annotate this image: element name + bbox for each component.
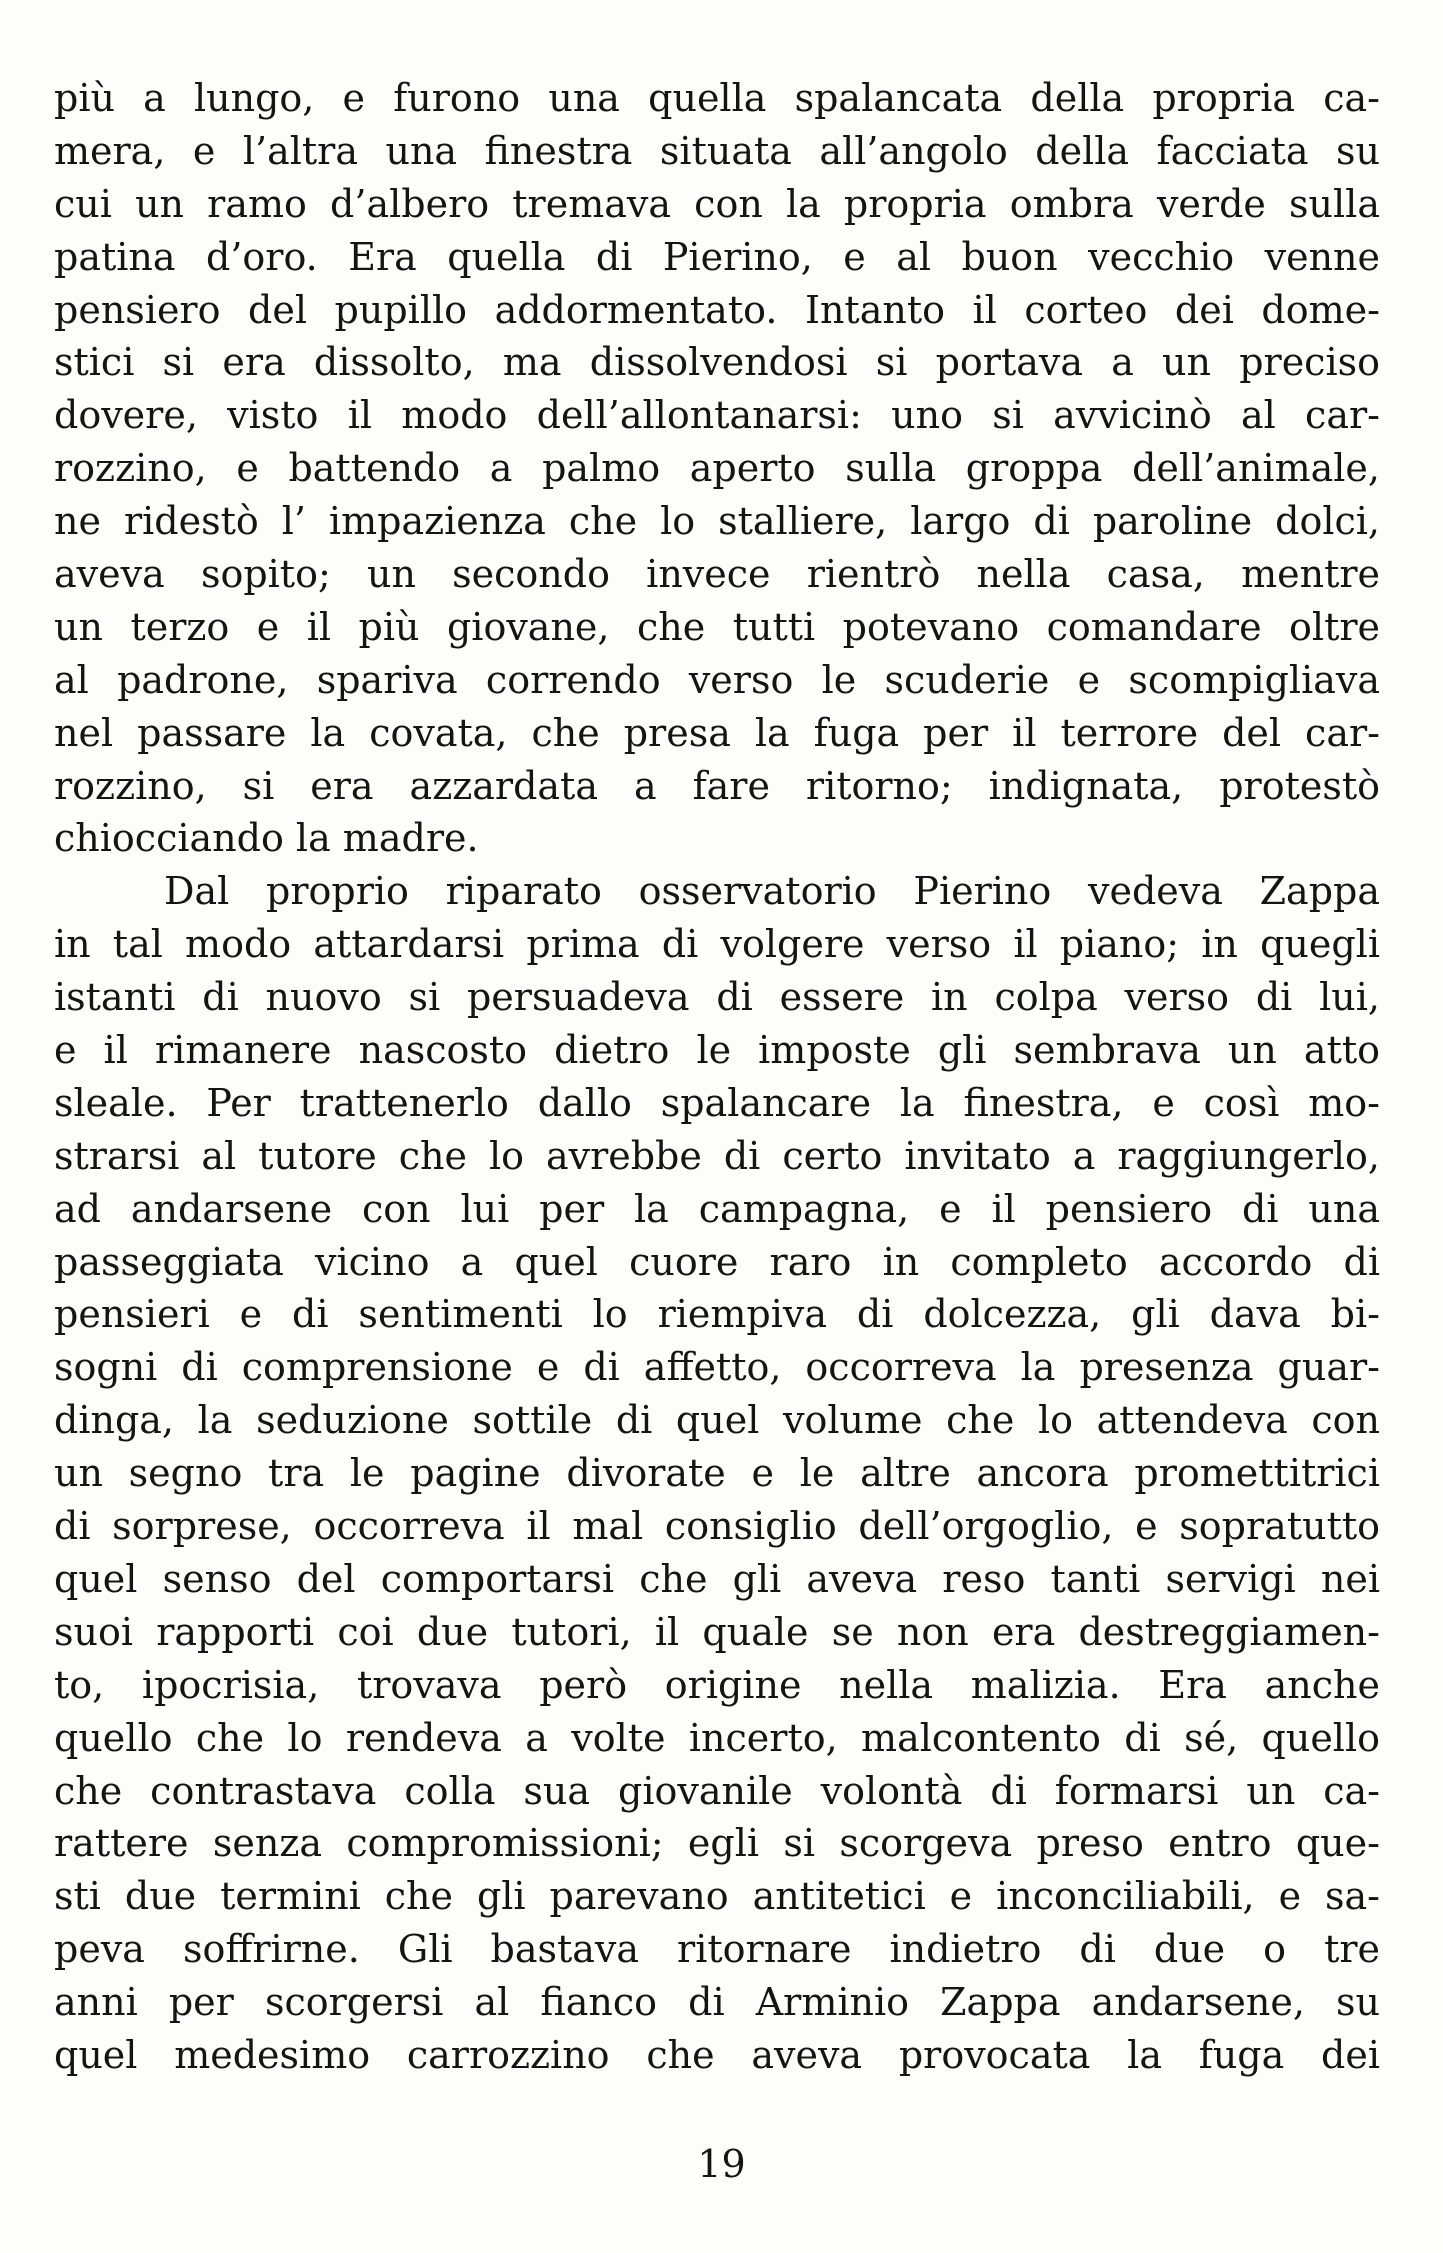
text-line: al padrone, spariva correndo verso le scuderie e scompigliava bbox=[54, 657, 1380, 702]
text-line: to, ipocrisia, trovava però origine nella malizia. Era anche bbox=[54, 1662, 1380, 1707]
text-line: sti due termini che gli parevano antitetici e inconciliabili, e sa- bbox=[54, 1874, 1380, 1919]
text-line: un terzo e il più giovane, che tutti potevano comandare oltre bbox=[54, 604, 1380, 649]
body-text bbox=[54, 72, 1380, 2082]
text-line: Dal proprio riparato osservatorio Pierino vedeva Zappa bbox=[164, 869, 1380, 914]
text-line: che contrastava colla sua giovanile volontà di formarsi un ca- bbox=[54, 1768, 1380, 1813]
text-line: quel senso del comportarsi che gli aveva reso tanti servigi nei bbox=[54, 1556, 1380, 1601]
text-line: suoi rapporti coi due tutori, il quale se non era destreggiamen- bbox=[54, 1609, 1380, 1654]
text-line: quello che lo rendeva a volte incerto, malcontento di sé, quello bbox=[54, 1715, 1380, 1760]
text-line: istanti di nuovo si persuadeva di essere in colpa verso di lui, bbox=[54, 975, 1380, 1020]
paragraph-2 bbox=[54, 865, 1380, 2081]
text-line: mera, e l’altra una finestra situata all’angolo della facciata su bbox=[54, 128, 1380, 173]
text-line: passeggiata vicino a quel cuore raro in completo accordo di bbox=[54, 1239, 1380, 1284]
text-line: un segno tra le pagine divorate e le altre ancora promettitrici bbox=[54, 1451, 1380, 1496]
text-line: ne ridestò l’ impazienza che lo stalliere, largo di paroline dolci, bbox=[54, 499, 1380, 544]
text-line: strarsi al tutore che lo avrebbe di certo invitato a raggiungerlo, bbox=[54, 1133, 1380, 1178]
text-line: sleale. Per trattenerlo dallo spalancare la finestra, e così mo- bbox=[54, 1080, 1380, 1125]
text-line: cui un ramo d’albero tremava con la propria ombra verde sulla bbox=[54, 181, 1380, 226]
text-line: pensiero del pupillo addormentato. Intanto il corteo dei dome- bbox=[54, 287, 1380, 332]
text-line: nel passare la covata, che presa la fuga per il terrore del car- bbox=[54, 710, 1380, 755]
text-line: rozzino, e battendo a palmo aperto sulla groppa dell’animale, bbox=[54, 446, 1380, 491]
text-line: ad andarsene con lui per la campagna, e il pensiero di una bbox=[54, 1186, 1380, 1231]
text-line: in tal modo attardarsi prima di volgere verso il piano; in quegli bbox=[54, 922, 1380, 967]
text-line: patina d’oro. Era quella di Pierino, e al buon vecchio venne bbox=[54, 234, 1380, 279]
text-line: stici si era dissolto, ma dissolvendosi si portava a un preciso bbox=[54, 340, 1380, 385]
text-line: peva soffrirne. Gli bastava ritornare indietro di due o tre bbox=[54, 1927, 1380, 1972]
text-line: anni per scorgersi al fianco di Arminio Zappa andarsene, su bbox=[54, 1980, 1380, 2025]
paragraph-1 bbox=[54, 72, 1380, 865]
text-line: rattere senza compromissioni; egli si scorgeva preso entro que- bbox=[54, 1821, 1380, 1866]
text-line: quel medesimo carrozzino che aveva provocata la fuga dei bbox=[54, 2032, 1380, 2077]
text-line: di sorprese, occorreva il mal consiglio dell’orgoglio, e sopratutto bbox=[54, 1504, 1380, 1549]
text-line: e il rimanere nascosto dietro le imposte gli sembrava un atto bbox=[54, 1028, 1380, 1073]
text-line: dinga, la seduzione sottile di quel volume che lo attendeva con bbox=[54, 1398, 1380, 1443]
text-line: dovere, visto il modo dell’allontanarsi: uno si avvicinò al car- bbox=[54, 393, 1380, 438]
text-line: sogni di comprensione e di affetto, occorreva la presenza guar- bbox=[54, 1345, 1380, 1390]
text-line: rozzino, si era azzardata a fare ritorno; indignata, protestò bbox=[54, 763, 1380, 808]
page-number: 19 bbox=[697, 2142, 746, 2186]
text-line: più a lungo, e furono una quella spalancata della propria ca- bbox=[54, 76, 1380, 120]
text-line: pensieri e di sentimenti lo riempiva di dolcezza, gli dava bi- bbox=[54, 1292, 1380, 1337]
text-line: chiocciando la madre. bbox=[54, 816, 479, 861]
text-line: aveva sopito; un secondo invece rientrò nella casa, mentre bbox=[54, 552, 1380, 597]
